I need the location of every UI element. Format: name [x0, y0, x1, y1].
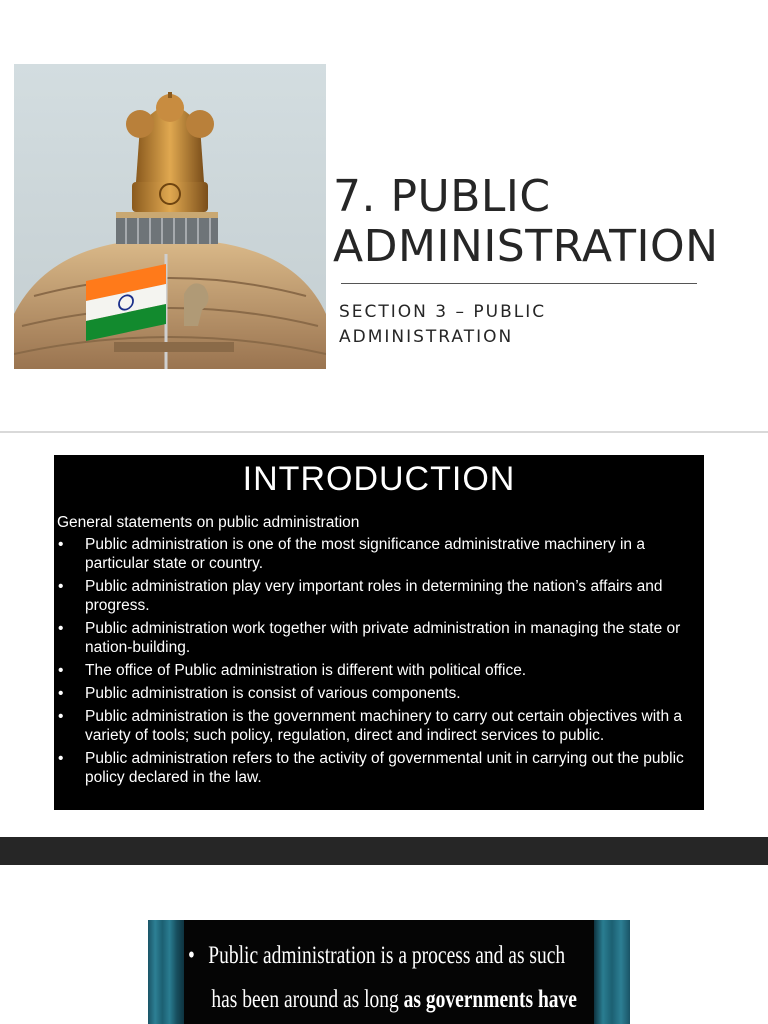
list-item-text: Public administration play very important roles in determining the nation’s affairs and progress. [85, 578, 663, 614]
quote-line-1 [188, 934, 566, 978]
left-pillar-decoration [148, 920, 184, 1024]
list-item [54, 577, 702, 615]
list-item [54, 707, 702, 745]
list-item-text: Public administration is one of the most significance administrative machinery in a particular state or country. [85, 536, 645, 572]
quote-line-2-regular: has been around as long [211, 986, 404, 1013]
list-item-text: Public administration is the government machinery to carry out certain objectives with a variety of tools; such policy, regulation, direct and indirect services to public. [85, 708, 683, 744]
bullet-icon: • [188, 942, 195, 969]
quote-line-2 [188, 978, 577, 1022]
bullet-icon: • [58, 708, 64, 725]
introduction-slide [0, 433, 768, 837]
list-item-text: Public administration is consist of various components. [85, 685, 461, 702]
quote-text [188, 934, 577, 1022]
list-item [54, 535, 702, 573]
list-item [54, 619, 702, 657]
bullet-icon: • [58, 750, 64, 767]
quote-line-1-text: Public administration is a process and as such [208, 942, 566, 969]
introduction-heading: INTRODUCTION [242, 460, 516, 498]
bullet-icon: • [58, 578, 64, 595]
introduction-bullet-list [54, 535, 702, 791]
quote-line-2-bold: as governments have [403, 986, 577, 1013]
slide-separator-band [0, 837, 768, 865]
list-item-text: The office of Public administration is different with political office. [85, 662, 527, 679]
quote-panel [148, 920, 630, 1024]
list-item [54, 749, 702, 787]
slide-subtitle: SECTION 3 – PUBLIC ADMINISTRATION [339, 302, 547, 347]
list-item [54, 684, 702, 703]
title-slide [0, 0, 768, 431]
right-pillar-decoration [594, 920, 630, 1024]
capitol-dome-photo [14, 64, 326, 369]
introduction-panel [54, 455, 704, 810]
introduction-lead: General statements on public administration [57, 514, 360, 531]
list-item [54, 661, 702, 680]
list-item-text: Public administration refers to the activity of governmental unit in carrying out the public policy declared in the law. [85, 750, 684, 786]
list-item-text: Public administration work together with private administration in managing the state or nation-building. [85, 620, 681, 656]
slide-title: 7. PUBLIC ADMINISTRATION [333, 171, 719, 272]
bullet-icon: • [58, 536, 64, 553]
title-underline [341, 283, 697, 284]
process-slide [0, 865, 768, 1024]
bullet-icon: • [58, 620, 64, 637]
bullet-icon: • [58, 662, 64, 679]
bullet-icon: • [58, 685, 64, 702]
